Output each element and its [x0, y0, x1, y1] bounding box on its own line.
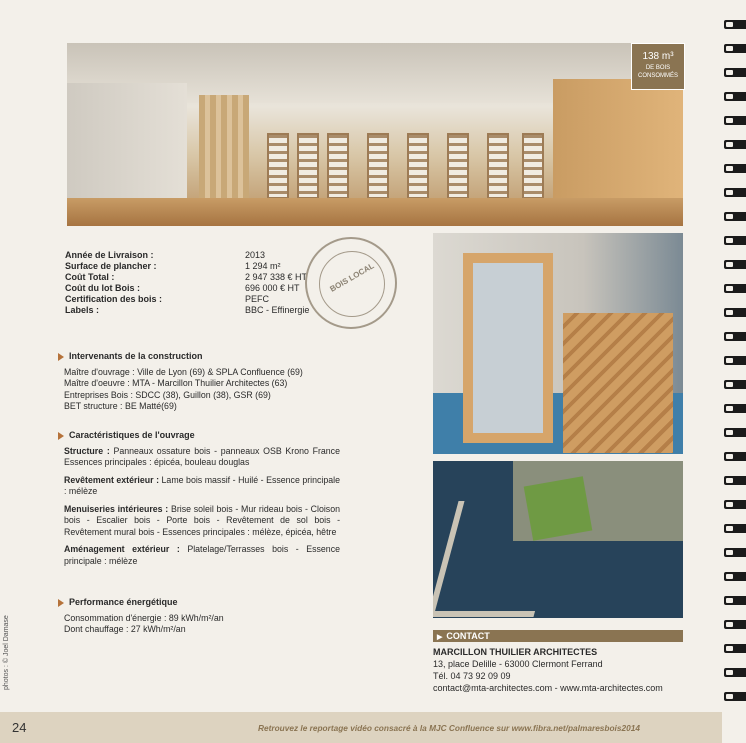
architect-web[interactable]: contact@mta-architectes.com - www.mta-architectes.com	[433, 683, 663, 693]
section-title: Performance énergétique	[69, 597, 178, 607]
feature-text: Lame bois massif - Huilé - Essence principale : mélèze	[64, 474, 340, 496]
info-value: BBC - Effinergie	[245, 305, 310, 315]
section-title: Intervenants de la construction	[69, 351, 203, 361]
contact-header	[433, 630, 683, 642]
photo-credit: photos : © Joel Damase	[3, 615, 10, 690]
project-info	[65, 250, 309, 316]
info-value: 1 294 m²	[245, 261, 281, 271]
triangle-bullet-icon	[58, 353, 64, 361]
contact-header-label: CONTACT	[446, 631, 490, 641]
info-label: Labels :	[65, 305, 100, 315]
wood-volume-caption: DE BOIS CONSOMMÉS	[637, 65, 678, 79]
wood-volume-badge	[631, 43, 685, 90]
architect-name: MARCILLON THUILIER ARCHITECTES	[433, 647, 598, 657]
performance-line: Dont chauffage : 27 kWh/m²/an	[64, 624, 186, 634]
info-label: Coût Total :	[65, 272, 115, 282]
info-value: 696 000 € HT	[245, 283, 300, 293]
staircase-photo	[433, 233, 683, 454]
info-value: PEFC	[245, 294, 270, 304]
feature-label: Menuiseries intérieures :	[64, 503, 169, 514]
info-value: 2 947 338 € HT	[245, 272, 308, 282]
architect-address: 13, place Delille - 63000 Clermont Ferrand	[433, 659, 603, 669]
intervenant-line: BET structure : BE Matté(69)	[64, 401, 177, 411]
wood-volume: 138 m³	[642, 51, 674, 62]
performance-section	[58, 597, 340, 636]
triangle-bullet-icon	[58, 599, 64, 607]
page-number: 24	[12, 720, 27, 735]
footer	[0, 712, 722, 743]
footer-text[interactable]: Retrouvez le reportage vidéo consacré à la MJC Confluence sur www.fibra.net/palmaresbois2014	[258, 723, 640, 733]
caracteristiques-section	[58, 430, 340, 573]
info-label: Certification des bois :	[65, 294, 163, 304]
info-value: 2013	[245, 250, 266, 260]
aerial-photo	[433, 461, 683, 618]
intervenant-line: Maître d'oeuvre : MTA - Marcillon Thuilier Architectes (63)	[64, 378, 288, 388]
intervenants-section	[58, 351, 340, 413]
feature-label: Aménagement extérieur :	[64, 544, 180, 554]
section-title: Caractéristiques de l'ouvrage	[69, 430, 195, 440]
feature-label: Revêtement extérieur :	[64, 474, 159, 485]
feature-text: Brise soleil bois - Mur rideau bois - Cloison bois - Escalier bois - Porte bois - Revêtement de sol bois - Revêtement mural bois - Essences principales : mélèze, épicéa, hêtre	[64, 503, 340, 537]
feature-label: Structure :	[64, 445, 110, 456]
feature-text: Platelage/Terrasses bois - Essence principale : mélèze	[64, 544, 340, 566]
performance-line: Consommation d'énergie : 89 kWh/m²/an	[64, 612, 224, 623]
intervenant-line: Entreprises Bois : SDCC (38), Guillon (38), GSR (69)	[64, 389, 271, 400]
architect-tel: Tél. 04 73 92 09 09	[433, 671, 511, 681]
stamp-text: BOIS LOCAL	[328, 261, 376, 294]
info-label: Coût du lot Bois :	[65, 283, 140, 293]
triangle-right-icon: ▶	[437, 634, 443, 641]
triangle-bullet-icon	[58, 432, 64, 440]
interior-photo	[67, 43, 683, 226]
feature-text: Panneaux ossature bois - panneaux OSB Krono France Essences principales : épicéa, bouleau douglas	[64, 445, 340, 467]
intervenant-line: Maître d'ouvrage : Ville de Lyon (69) & SPLA Confluence (69)	[64, 366, 303, 377]
info-label: Surface de plancher :	[65, 261, 157, 271]
info-label: Année de Livraison :	[65, 250, 154, 260]
bois-local-stamp	[305, 237, 397, 329]
contact-block	[433, 630, 683, 694]
